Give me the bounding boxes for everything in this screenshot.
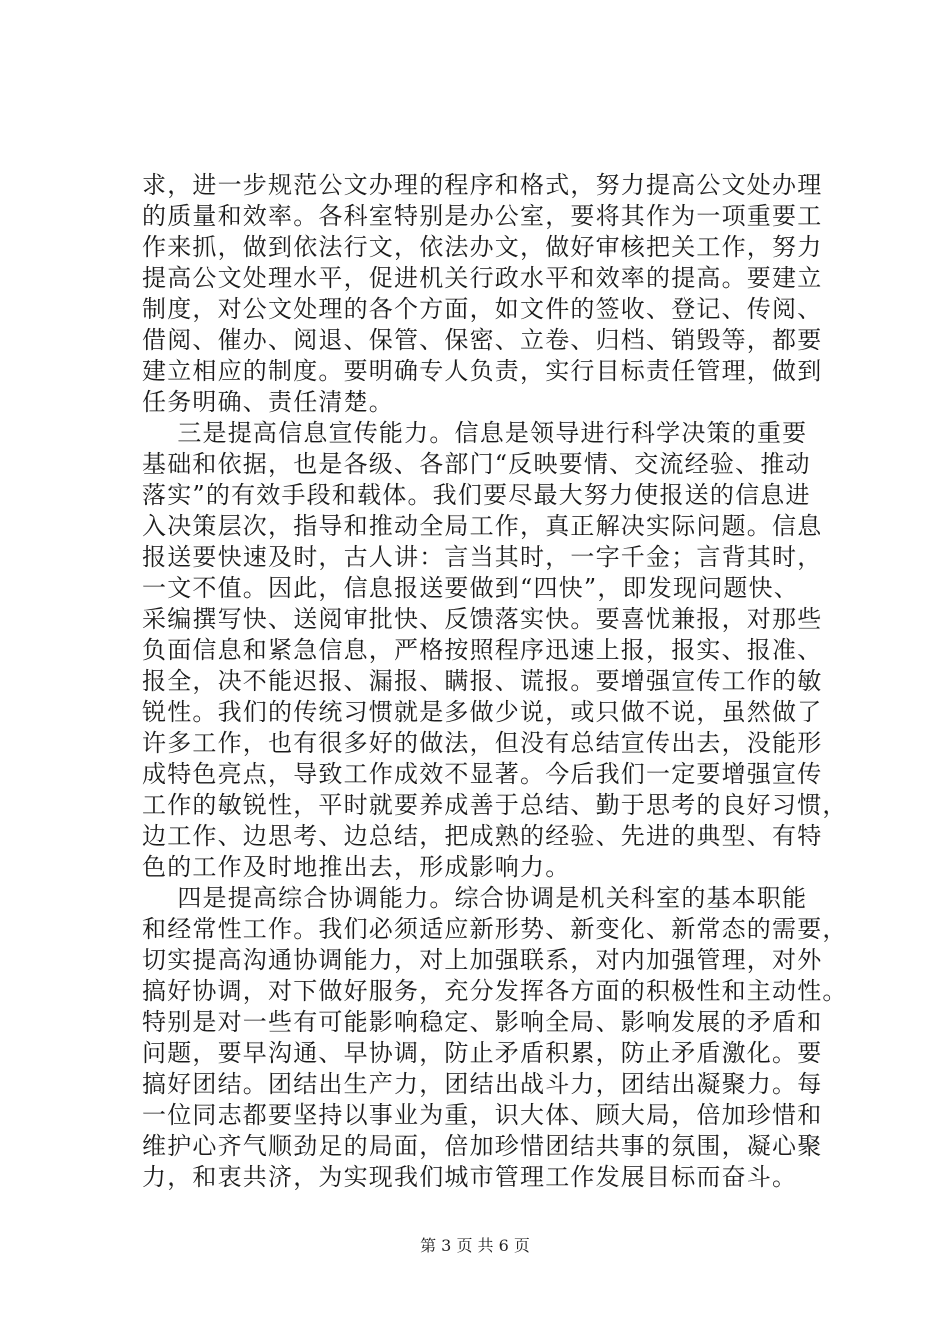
text-line: 搞好团结。团结出生产力，团结出战斗力，团结出凝聚力。每 bbox=[142, 1070, 823, 1098]
text-line: 一文不值。因此，信息报送要做到“四快”，即发现问题快、 bbox=[142, 574, 799, 602]
text-line: 求，进一步规范公文办理的程序和格式，努力提高公文处办理 bbox=[142, 171, 823, 199]
text-line: 力，和衷共济，为实现我们城市管理工作发展目标而奋斗。 bbox=[142, 1163, 798, 1191]
text-line: 任务明确、责任清楚。 bbox=[142, 388, 394, 416]
text-line: 制度，对公文处理的各个方面，如文件的签收、登记、传阅、 bbox=[142, 295, 823, 323]
text-line: 一位同志都要坚持以事业为重，识大体、顾大局，倍加珍惜和 bbox=[142, 1101, 823, 1129]
text-line: 提高公文处理水平，促进机关行政水平和效率的提高。要建立 bbox=[142, 264, 823, 292]
text-line: 的质量和效率。各科室特别是办公室，要将其作为一项重要工 bbox=[142, 202, 823, 230]
body-text bbox=[142, 170, 848, 1193]
text-line: 作来抓，做到依法行文，依法办文，做好审核把关工作，努力 bbox=[142, 233, 823, 261]
text-line: 切实提高沟通协调能力，对上加强联系，对内加强管理，对外 bbox=[142, 946, 823, 974]
text-line: 三是提高信息宣传能力。信息是领导进行科学决策的重要 bbox=[142, 419, 808, 447]
text-line: 锐性。我们的传统习惯就是多做少说，或只做不说，虽然做了 bbox=[142, 698, 823, 726]
text-line: 报送要快速及时，古人讲：言当其时，一字千金；言背其时， bbox=[142, 543, 823, 571]
text-line: 维护心齐气顺劲足的局面，倍加珍惜团结共事的氛围，凝心聚 bbox=[142, 1132, 823, 1160]
text-line: 建立相应的制度。要明确专人负责，实行目标责任管理，做到 bbox=[142, 357, 823, 385]
text-line: 基础和依据，也是各级、各部门“反映要情、交流经验、推动 bbox=[142, 450, 811, 478]
text-line: 边工作、边思考、边总结，把成熟的经验、先进的典型、有特 bbox=[142, 822, 823, 850]
text-line: 负面信息和紧急信息，严格按照程序迅速上报，报实、报准、 bbox=[142, 636, 823, 664]
text-line: 落实”的有效手段和载体。我们要尽最大努力使报送的信息进 bbox=[142, 481, 811, 509]
text-line: 问题，要早沟通、早协调，防止矛盾积累，防止矛盾激化。要 bbox=[142, 1039, 823, 1067]
text-line: 报全，决不能迟报、漏报、瞒报、谎报。要增强宣传工作的敏 bbox=[142, 667, 823, 695]
text-line: 许多工作，也有很多好的做法，但没有总结宣传出去，没能形 bbox=[142, 729, 823, 757]
text-line: 工作的敏锐性，平时就要养成善于总结、勤于思考的良好习惯， bbox=[142, 791, 848, 819]
text-line: 借阅、催办、阅退、保管、保密、立卷、归档、销毁等，都要 bbox=[142, 326, 823, 354]
text-line: 入决策层次，指导和推动全局工作，真正解决实际问题。信息 bbox=[142, 512, 823, 540]
text-line: 搞好协调，对下做好服务，充分发挥各方面的积极性和主动性。 bbox=[142, 977, 848, 1005]
page-number-footer: 第 3 页 共 6 页 bbox=[420, 1236, 530, 1255]
text-line: 特别是对一些有可能影响稳定、影响全局、影响发展的矛盾和 bbox=[142, 1008, 823, 1036]
text-line: 成特色亮点，导致工作成效不显著。今后我们一定要增强宣传 bbox=[142, 760, 823, 788]
text-line: 色的工作及时地推出去，形成影响力。 bbox=[142, 853, 571, 881]
text-line: 和经常性工作。我们必须适应新形势、新变化、新常态的需要， bbox=[142, 915, 848, 943]
text-line: 四是提高综合协调能力。综合协调是机关科室的基本职能 bbox=[142, 884, 808, 912]
text-line: 采编撰写快、送阅审批快、反馈落实快。要喜忧兼报，对那些 bbox=[142, 605, 823, 633]
